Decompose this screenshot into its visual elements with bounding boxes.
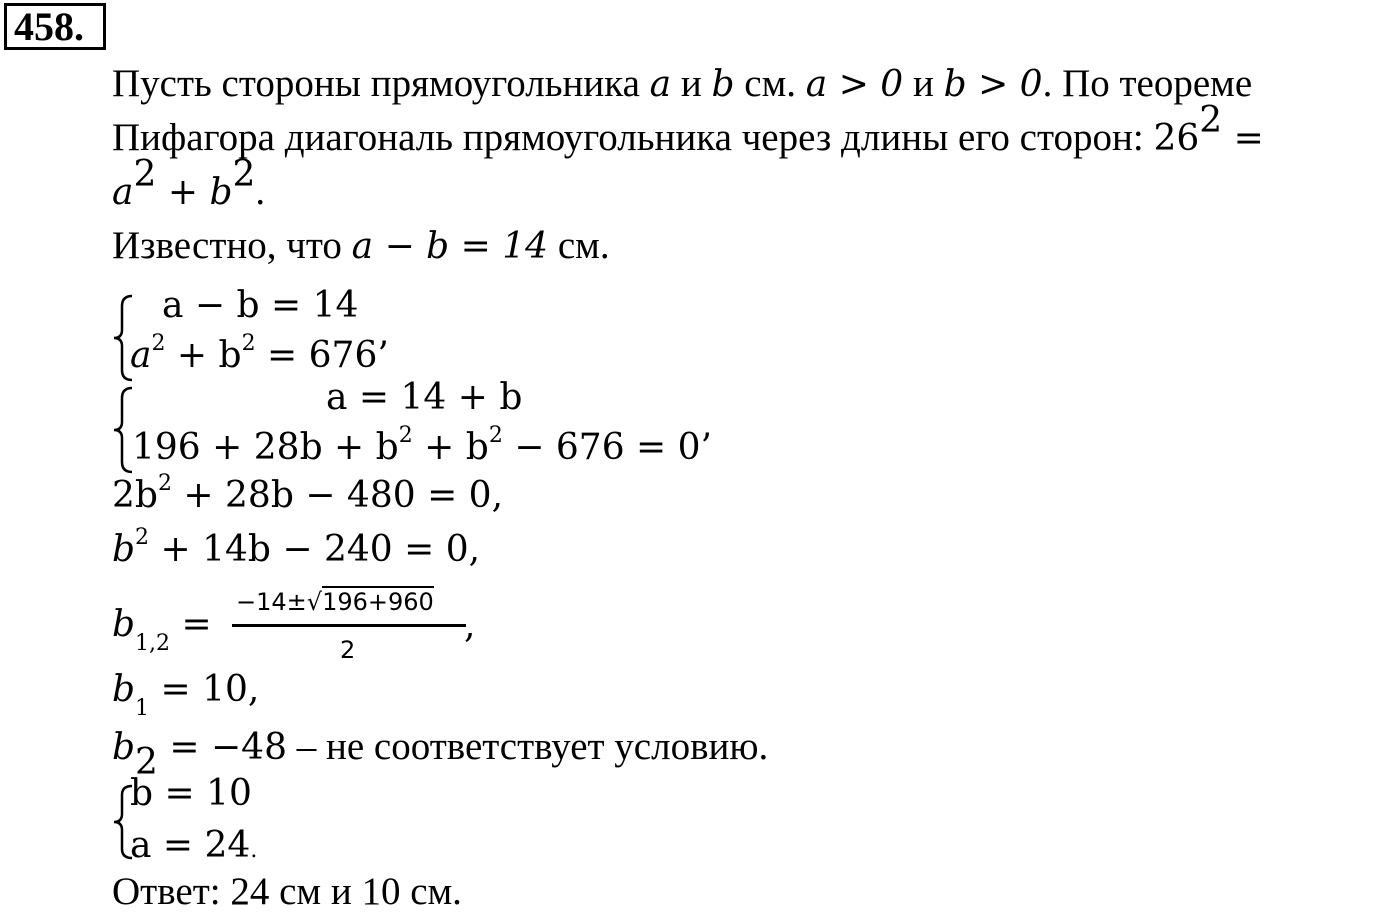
fraction-bar (232, 624, 466, 627)
subscript: 1 (135, 696, 150, 722)
exponent: 2 (398, 423, 413, 448)
term: = −48 (157, 727, 287, 768)
system1-row-2 (130, 331, 389, 376)
mark: ’ (377, 335, 389, 376)
exponent: 2 (1199, 100, 1223, 141)
known-unit: см. (548, 224, 610, 267)
comma: , (464, 605, 476, 646)
answer-line: Ответ: 24 см и 10 см. (112, 870, 462, 913)
exponent: 2 (133, 154, 157, 195)
step-5 (112, 725, 769, 783)
known-expression: a − b = 14 (351, 226, 549, 267)
term: = 10, (149, 669, 260, 710)
var-a: a (112, 172, 134, 213)
var-b: b (209, 172, 233, 213)
mark: . (250, 838, 258, 863)
system3-row-1: b = 10 (130, 773, 252, 814)
system1-row-1: a − b = 14 (162, 285, 359, 326)
text: Пусть стороны прямоугольника (112, 62, 650, 105)
system2-row-2 (132, 423, 712, 468)
paragraph-line-3 (112, 154, 266, 213)
exponent: 2 (157, 471, 172, 496)
term: + 28b − 480 = 0, (171, 475, 504, 516)
term: − 676 = 0 (502, 427, 701, 468)
plus: + (156, 172, 210, 213)
numerator-prefix: −14±√ (236, 588, 323, 616)
fraction-denominator: 2 (340, 636, 356, 664)
term: + b (165, 335, 242, 376)
subscript: 1,2 (135, 631, 171, 657)
var-b: b (112, 529, 136, 570)
system2-row-1: a = 14 + b (326, 377, 523, 418)
condition-a: a > 0 (805, 64, 904, 105)
step-4 (112, 669, 260, 722)
condition-b: b > 0 (943, 64, 1043, 105)
paragraph-line-1 (112, 64, 1252, 103)
exponent: 2 (151, 331, 166, 356)
var-b: b (112, 604, 136, 645)
problem-number: 458. (4, 3, 106, 50)
term: 2b (112, 475, 158, 516)
equals: = (1222, 118, 1264, 159)
step-3-lhs (112, 604, 212, 657)
mark: ’ (700, 427, 712, 468)
exponent: 2 (135, 525, 150, 550)
exponent: 2 (241, 331, 256, 356)
var-b: b (112, 727, 136, 768)
fraction-numerator (236, 588, 434, 616)
text: . По теореме (1042, 62, 1253, 105)
term: + b (412, 427, 489, 468)
text: Пифагора диагональ прямоугольника через длины его сторон: (112, 116, 1154, 159)
equals: = (170, 604, 212, 645)
period: . (255, 170, 266, 213)
var-b: b (711, 64, 735, 105)
step-1 (112, 471, 504, 516)
system3-row-2 (130, 825, 258, 866)
exponent: 2 (232, 154, 256, 195)
text: и (903, 62, 944, 105)
known-line (112, 226, 610, 265)
root-fraction (232, 588, 472, 668)
var-b: b (112, 669, 136, 710)
subscript: 2 (135, 741, 158, 783)
text: см. (734, 62, 806, 105)
diagonal-base: 26 (1153, 118, 1200, 159)
paragraph-line-2 (112, 100, 1264, 159)
step-2 (112, 525, 481, 570)
term: 196 + 28b + b (132, 427, 399, 468)
var-a: a (649, 64, 672, 105)
text: и (671, 62, 712, 105)
term: a = 24 (130, 825, 251, 866)
exponent: 2 (488, 423, 503, 448)
known-text: Известно, что (112, 224, 352, 267)
note: – не соответствует условию. (286, 725, 769, 768)
radicand: 196+960 (322, 588, 434, 616)
term: + 14b − 240 = 0, (149, 529, 481, 570)
var-a: a (130, 335, 152, 376)
term: = 676 (255, 335, 378, 376)
